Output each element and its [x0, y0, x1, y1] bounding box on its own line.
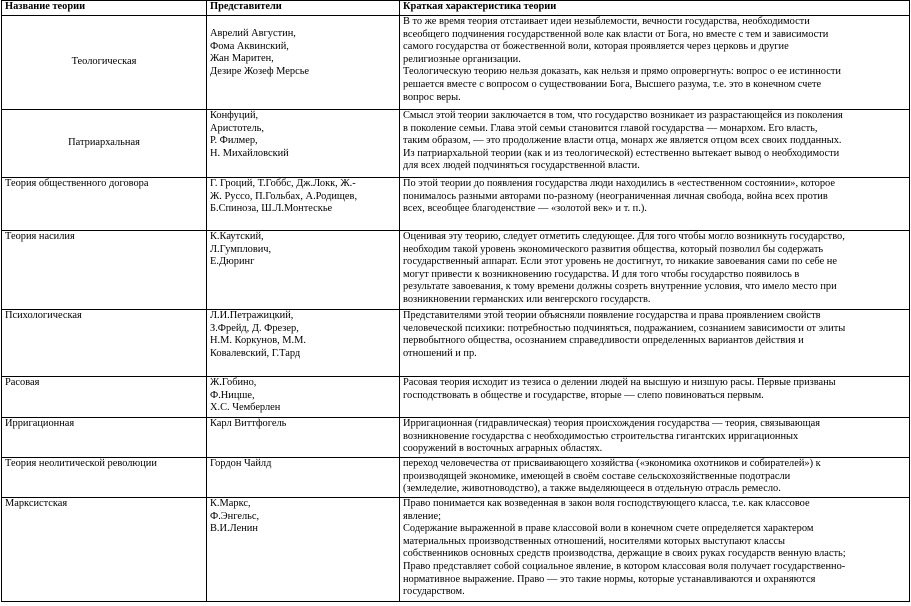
- description-line: (земледелие, животноводство), а также выделяющееся в отдельную отрасль ремесло.: [403, 483, 781, 495]
- description-line: возникновение государства с необходимостью строительства гигантских ирригационных: [403, 430, 799, 442]
- header-row: [2, 1, 910, 16]
- description-line: собственников основных средств производства, держащие в своих руках государств венную власть;: [403, 548, 846, 560]
- table-row: [2, 498, 910, 602]
- representative: Е.Дюринг: [210, 256, 255, 268]
- representative: Н.М. Коркунов, М.М.: [210, 335, 306, 347]
- description-line: отношений и пр.: [403, 347, 477, 359]
- description-line: Расовая теория исходит из тезиса о делении людей на высшую и низшую расы. Первые призваны: [403, 377, 836, 388]
- description-line: таким образом, — это продолжение власти отца, монарх же является отцом всех своих подданных.: [403, 135, 842, 147]
- description-line: первобытного общества, осознанием справедливости определенных вариантов действия и: [403, 335, 804, 347]
- theory-representatives: [207, 110, 400, 178]
- representative: Гордон Чайлд: [210, 458, 272, 469]
- description-line: всех, всеобщее благоденствие — «золотой век» и т. п.).: [403, 203, 647, 215]
- description-line: результате завоевания, к тому времени должны созреть внутренние условия, что имело место при: [403, 281, 837, 293]
- theory-description: [400, 498, 910, 602]
- representative: Л.Гумплович,: [210, 243, 272, 255]
- theory-representatives: [207, 377, 400, 418]
- representative: З.Фрейд, Д. Фрезер,: [210, 322, 299, 334]
- theory-description: [400, 16, 910, 110]
- theory-name: Расовая: [2, 377, 207, 418]
- theory-name: Ирригационная: [2, 418, 207, 458]
- theory-description: [400, 458, 910, 498]
- description-line: государством.: [403, 586, 465, 598]
- theory-description: [400, 178, 910, 231]
- description-line: для всех людей подчиняться государственной власти.: [403, 160, 640, 172]
- header-representatives: Представители: [207, 1, 400, 16]
- representative: Г. Гроций, Т.Гоббс, Дж.Локк, Ж.-: [210, 178, 356, 189]
- table-row: [2, 458, 910, 498]
- representative: Ковалевский, Г.Тард: [210, 347, 301, 359]
- representative: Конфуций,: [210, 110, 259, 121]
- table-row: [2, 178, 910, 231]
- representative: Р. Филмер,: [210, 135, 258, 147]
- description-line: производящей экономике, имеющей в своём составе сельскохозяйственные подотрасли: [403, 470, 791, 482]
- description-line: Содержание выраженной в праве классовой воли в конечном счете определяется характером: [403, 523, 814, 535]
- theory-description: [400, 377, 910, 418]
- theory-representatives: [207, 231, 400, 310]
- description-line: По этой теории до появления государства люди находились в «естественном состоянии», которое: [403, 178, 835, 189]
- representative: Дезире Жозеф Мерсье: [210, 65, 310, 77]
- description-line: религиозные организации.: [403, 53, 521, 65]
- representative: Фома Аквинский,: [210, 40, 289, 52]
- representative: Л.И.Петражицкий,: [210, 310, 294, 321]
- theory-representatives: [207, 498, 400, 602]
- description-line: необходим такой уровень экономического развития общества, который позволил бы содержать: [403, 243, 824, 255]
- description-line: В то же время теория отстаивает идеи незыблемости, вечности государства, необходимости: [403, 16, 810, 27]
- description-line: сооружений в восточных аграрных областях.: [403, 443, 603, 455]
- representative: Н. Михайловский: [210, 147, 289, 159]
- description-line: Представителями этой теории объясняли появление государства и права проявлением свойств: [403, 310, 821, 321]
- header-characteristics: Краткая характеристика теории: [400, 1, 910, 16]
- theory-name: Теория неолитической революции: [2, 458, 207, 498]
- description-line: Оценивая эту теорию, следует отметить следующее. Для того чтобы могло возникнуть государство,: [403, 231, 845, 242]
- description-line: Смысл этой теории заключается в том, что государство возникает из разрастающейся из поколения: [403, 110, 843, 121]
- theory-name: Патриархальная: [2, 110, 207, 178]
- theory-representatives: [207, 310, 400, 377]
- description-line: всеобщего подчинения государственной воле как власти от Бога, но вместе с тем и зависимости: [403, 28, 829, 40]
- representative: Аврелий Августин,: [210, 28, 296, 39]
- header-theory-name: Название теории: [2, 1, 207, 16]
- representative: В.И.Ленин: [210, 523, 258, 535]
- representative: Х.С. Чемберлен: [210, 402, 281, 414]
- theory-description: [400, 310, 910, 377]
- table-row: [2, 418, 910, 458]
- theory-description: [400, 418, 910, 458]
- description-line: Теологическую теорию нельзя доказать, как нельзя и прямо опровергнуть: вопрос о ее истинности: [403, 66, 841, 78]
- representative: Ж. Руссо, П.Гольбах, А.Родищев,: [210, 190, 358, 202]
- representative: Жан Маритен,: [210, 53, 274, 65]
- representative: Карл Виттфогель: [210, 418, 287, 429]
- description-line: явление;: [403, 510, 441, 522]
- table-row: [2, 110, 910, 178]
- description-line: Право представляет собой социальное явление, в котором классовая воля получает государственно-: [403, 560, 846, 572]
- theory-name: Теологическая: [2, 16, 207, 110]
- representative: Ф.Ницше,: [210, 389, 255, 401]
- description-line: государственный аппарат. Если этот уровень не достигнут, то никакие завоевания сами по себе не: [403, 256, 837, 268]
- representative: Ф.Энгельс,: [210, 510, 260, 522]
- theory-representatives: [207, 418, 400, 458]
- theory-representatives: [207, 458, 400, 498]
- representative: К.Каутский,: [210, 231, 264, 242]
- description-line: человеческой психики: потребностью подчиняться, подражанием, сознанием зависимости от элиты: [403, 322, 846, 334]
- description-line: решается вместе с вопросом о существовании Бога, Высшего разума, т.е. это в конечном счете: [403, 78, 822, 90]
- description-line: самого государства от божественной воли, которая проявляется через церковь и другие: [403, 41, 789, 53]
- representative: Б.Спиноза, Ш.Л.Монтескье: [210, 203, 333, 215]
- representative: Аристотель,: [210, 122, 265, 134]
- table-row: [2, 310, 910, 377]
- table-row: [2, 16, 910, 110]
- description-line: переход человечества от присваивающего хозяйства («экономика охотников и собирателей») к: [403, 458, 821, 469]
- theory-representatives: [207, 178, 400, 231]
- theory-representatives: [207, 16, 400, 110]
- theory-name: Теория общественного договора: [2, 178, 207, 231]
- description-line: понималось разными авторами по-разному (неограниченная личная свобода, война всех против: [403, 190, 828, 202]
- table-row: [2, 231, 910, 310]
- representative: Ж.Гобино,: [210, 377, 257, 388]
- theory-description: [400, 110, 910, 178]
- table-row: [2, 377, 910, 418]
- description-line: возникновении германских или венгерского государств.: [403, 293, 651, 305]
- description-line: Право понимается как возведенная в закон воля господствующего класса, т.е. как классовое: [403, 498, 810, 509]
- description-line: вопрос веры.: [403, 91, 461, 103]
- description-line: могут привести к возникновению государства. И для того чтобы государство появилось в: [403, 268, 800, 280]
- theory-description: [400, 231, 910, 310]
- description-line: в поколение семьи. Глава этой семьи становится главой государства — монархом. Его власть,: [403, 122, 818, 134]
- description-line: господствовать в обществе и государстве, вторые — слепо повиноваться первым.: [403, 389, 764, 401]
- theory-name: Психологическая: [2, 310, 207, 377]
- description-line: Из патриархальной теории (как и из теологической) естественно вытекает вывод о необходимости: [403, 147, 840, 159]
- description-line: нормативное выражение. Право — это такие нормы, которые устанавливаются и охраняются: [403, 573, 816, 585]
- description-line: Ирригационная (гидравлическая) теория происхождения государства — теория, связывающая: [403, 418, 821, 429]
- theory-name: Теория насилия: [2, 231, 207, 310]
- description-line: материальных производственных отношений, носителями которых выступают классы: [403, 535, 785, 547]
- theory-name: Марксистская: [2, 498, 207, 602]
- theories-table: [1, 0, 910, 602]
- representative: К.Маркс,: [210, 498, 251, 509]
